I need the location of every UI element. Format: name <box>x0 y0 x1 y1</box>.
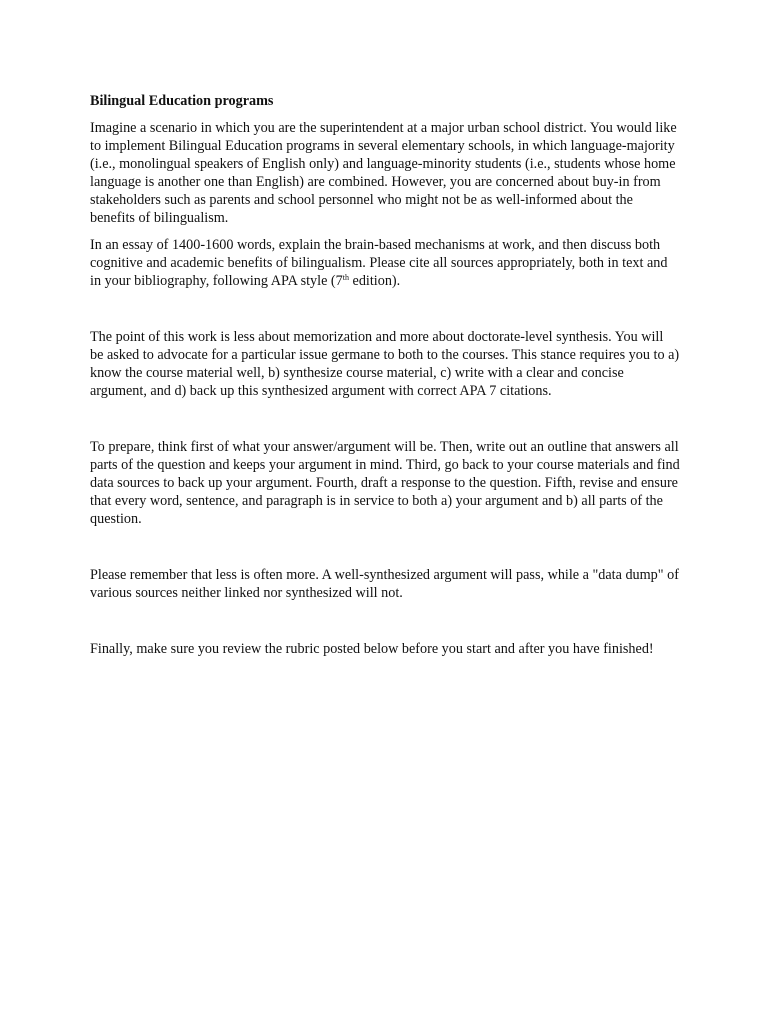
paragraph-rubric-reminder: Finally, make sure you review the rubric posted below before you start and after you have finished! <box>90 641 654 657</box>
paragraph-scenario: Imagine a scenario in which you are the superintendent at a major urban school district. You would like to implement Bilingual Education programs in several elementary schools, in which language-majority (i.e., monolingual speakers of English only) and language-minority students (i.e., students whose home language is another one than English) are combined. However, you are concerned about buy-in from stakeholders such as parents and school personnel who might not be as well-informed about the benefits of bilingualism. <box>90 120 677 226</box>
paragraph-essay-prompt-end: edition). <box>348 273 401 289</box>
paragraph-essay-prompt-text: In an essay of 1400-1600 words, explain the brain-based mechanisms at work, and then discuss both cognitive and academic benefits of bilingualism. Please cite all sources appropriately, both in text and in your bibliography, following APA style (7 <box>90 237 668 289</box>
document-title: Bilingual Education programs <box>90 93 274 109</box>
paragraph-essay-prompt <box>90 236 680 290</box>
document-page <box>90 92 680 658</box>
superscript-th: th <box>342 273 349 282</box>
paragraph-synthesis: The point of this work is less about memorization and more about doctorate-level synthesis. You will be asked to advocate for a particular issue germane to both to the courses. This stance requires you to a) know the course material well, b) synthesize course material, c) write with a clear and concise argument, and d) back up this synthesized argument with correct APA 7 citations. <box>90 329 680 399</box>
paragraph-preparation: To prepare, think first of what your answer/argument will be. Then, write out an outline that answers all parts of the question and keeps your argument in mind. Third, go back to your course materials and find data sources to back up your argument. Fourth, draft a response to the question. Fifth, revise and ensure that every word, sentence, and paragraph is in service to both a) your argument and b) all parts of the question. <box>90 439 680 527</box>
paragraph-less-is-more: Please remember that less is often more. A well-synthesized argument will pass, while a "data dump" of various sources neither linked nor synthesized will not. <box>90 567 679 601</box>
